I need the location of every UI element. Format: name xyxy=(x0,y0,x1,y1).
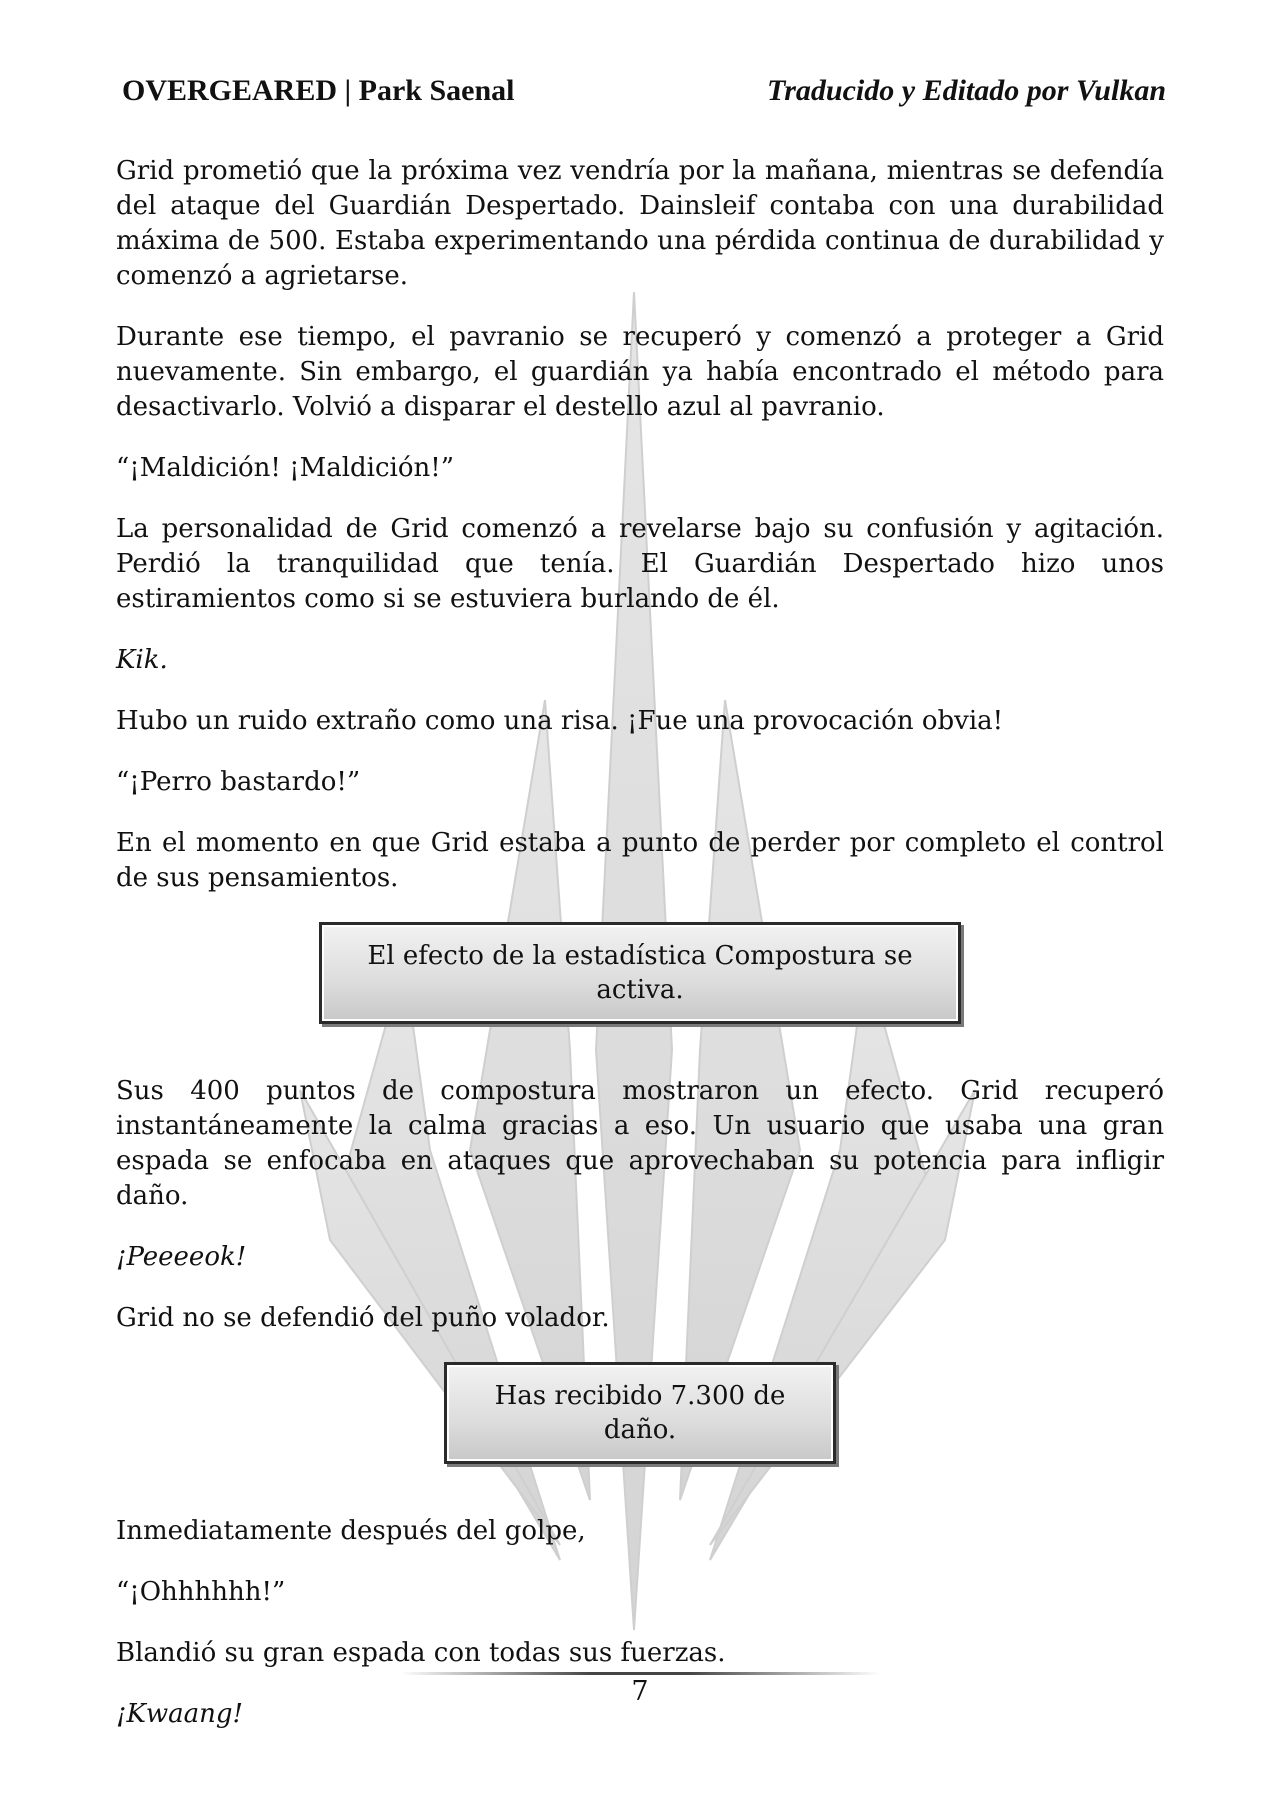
system-message-container xyxy=(116,922,1164,1024)
paragraph: En el momento en que Grid estaba a punto de perder por completo el control de sus pensamientos. xyxy=(116,828,1164,893)
paragraph: “¡Ohhhhhh!” xyxy=(116,1577,286,1607)
header-translator-credit: Traducido y Editado por Vulkan xyxy=(767,74,1166,107)
page-number: 7 xyxy=(631,1676,649,1707)
paragraph: La personalidad de Grid comenzó a revelarse bajo su confusión y agitación. Perdió la tranquilidad que tenía. El Guardián Despertado hizo unos estiramientos como si se estuviera burlando de él. xyxy=(116,514,1164,614)
page-body xyxy=(116,154,1164,1758)
paragraph: Inmediatamente después del golpe, xyxy=(116,1516,586,1546)
paragraph: Durante ese tiempo, el pavranio se recuperó y comenzó a proteger a Grid nuevamente. Sin embargo, el guardián ya había encontrado el método para desactivarlo. Volvió a disparar el destello azul al pavranio. xyxy=(116,322,1164,422)
page-header xyxy=(122,74,1166,114)
header-book-title: OVERGEARED | Park Saenal xyxy=(122,74,515,107)
paragraph: Sus 400 puntos de compostura mostraron un efecto. Grid recuperó instantáneamente la calma gracias a eso. Un usuario que usaba una gran espada se enfocaba en ataques que aprovechaban su potencia para infligir daño. xyxy=(116,1076,1164,1211)
sound-effect: Kik. xyxy=(116,645,168,675)
paragraph: Blandió su gran espada con todas sus fuerzas. xyxy=(116,1638,726,1668)
sound-effect: ¡Kwaang! xyxy=(116,1699,243,1729)
paragraph: Hubo un ruido extraño como una risa. ¡Fue una provocación obvia! xyxy=(116,706,1004,736)
paragraph: “¡Maldición! ¡Maldición!” xyxy=(116,453,454,483)
footer-divider xyxy=(400,1672,880,1675)
system-message-box: El efecto de la estadística Compostura se activa. xyxy=(319,922,961,1024)
system-message-box: Has recibido 7.300 de daño. xyxy=(444,1362,836,1464)
sound-effect: ¡Peeeeok! xyxy=(116,1242,247,1272)
paragraph: Grid prometió que la próxima vez vendría por la mañana, mientras se defendía del ataque del Guardián Despertado. Dainsleif contaba con una durabilidad máxima de 500. Estaba experimentando una pérdida continua de durabilidad y comenzó a agrietarse. xyxy=(116,156,1164,291)
paragraph: “¡Perro bastardo!” xyxy=(116,767,361,797)
system-message-container xyxy=(116,1362,1164,1464)
paragraph: Grid no se defendió del puño volador. xyxy=(116,1303,610,1333)
